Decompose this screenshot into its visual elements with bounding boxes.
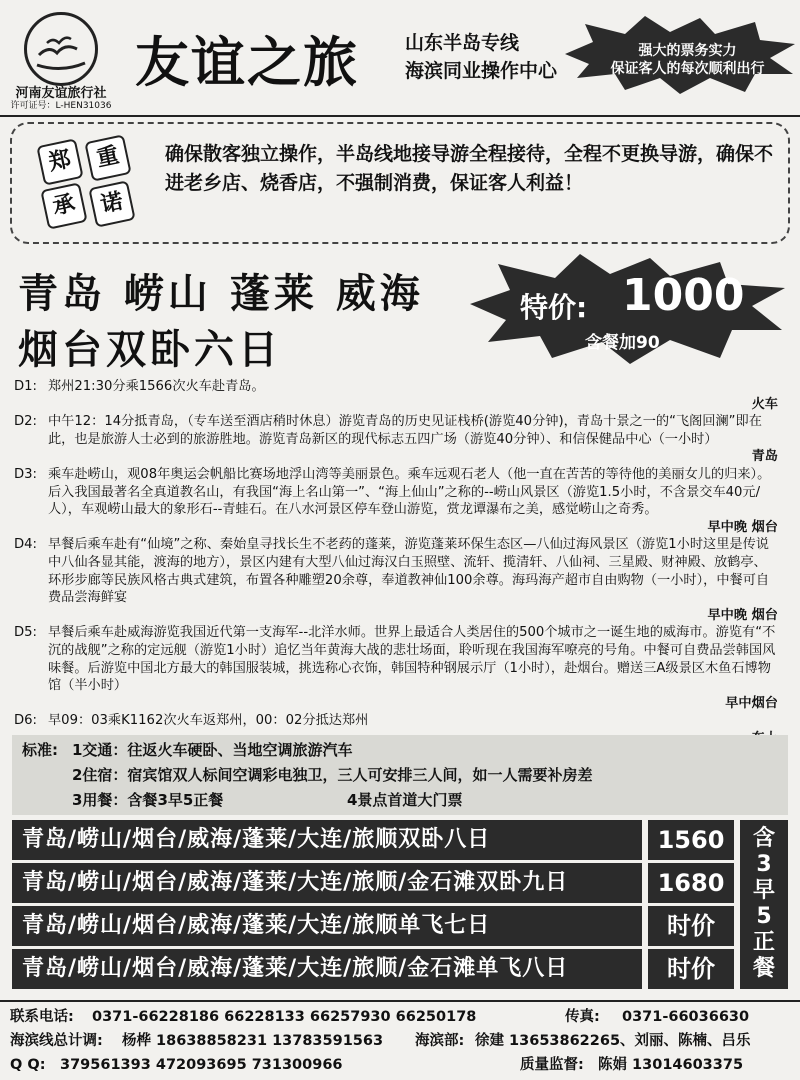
routes-note-char: 正 xyxy=(752,930,775,955)
contacts xyxy=(10,1005,795,1077)
dept-label: 海滨部: xyxy=(415,1033,465,1049)
day-description: 早餐后乘车赴威海游览我国近代第一支海军--北洋水师。世界上最适合人类居住的500个城市之一诞生地的威海市。游览有“不沉的战舰”之称的定远舰（游览1小时）追忆当年黄海大战的悲壮场面，聆听现在我国海军嘹亮的号角。中餐可自费品尝韩国风味餐。后游览中国北方最大的韩国服装城，挑选称心衣饰，韩国特种钢展示厅（1小时），赴烟台。赠送三A级景区木鱼石博物馆（半小时） xyxy=(48,625,776,694)
day-note: 早中烟台 xyxy=(725,695,778,711)
day-description: 郑州21:30分乘1566次火车赴青岛。 xyxy=(48,379,265,394)
agency-license: 许可证号：L-HEN31036 xyxy=(10,101,112,111)
promise-seal-char: 郑 xyxy=(36,138,83,185)
day-label: D5: xyxy=(14,625,37,641)
header-subtitle-2: 海滨同业操作中心 xyxy=(405,60,558,82)
dept-contact: 徐建 13653862265、刘丽、陈楠、吕乐 xyxy=(475,1033,751,1049)
standards-lodging: 2住宿：宿宾馆双人标间空调彩电独卫，三人可安排三人间，如一人需要补房差 xyxy=(72,766,593,784)
day-note: 青岛 xyxy=(751,449,778,465)
day-description: 早09：03乘K1162次火车返郑州，00：02分抵达郑州 xyxy=(48,713,369,729)
route-name: 青岛/崂山/烟台/威海/蓬莱/大连/旅顺单飞七日 xyxy=(12,906,642,946)
footer-divider xyxy=(0,1000,800,1002)
day-description: 乘车赴崂山，观08年奥运会帆船比赛场地浮山湾等美丽景色。乘车远观石老人（他一直在苦苦的等待他的美丽女儿的归来）。后入我国最著名全真道教名山，有我国“海上名山第一”、“海上仙山”之称的--崂山风景区（游览1.5小时，不含景交车40元/人），车观崂山最大的象形石--青蛙石。在八水河景区停车登山游览，赏龙谭瀑布之美，感觉崂山之奇秀。 xyxy=(48,466,771,518)
day-label: D6: xyxy=(14,713,37,729)
phone-label: 联系电话: xyxy=(10,1009,74,1025)
header-divider xyxy=(0,115,800,117)
route-name: 青岛/崂山/烟台/威海/蓬莱/大连/旅顺/金石滩双卧九日 xyxy=(12,863,642,903)
agency-name: 河南友谊旅行社 xyxy=(15,86,107,101)
routes-note-char: 5 xyxy=(756,904,772,929)
route-price: 1680 xyxy=(648,863,734,903)
price-label: 特价: xyxy=(520,291,588,324)
header-subtitle-1: 山东半岛专线 xyxy=(405,32,520,54)
day-label: D4: xyxy=(14,537,37,553)
routes-note-char: 3 xyxy=(756,852,772,877)
promise-seal-char: 重 xyxy=(84,134,131,181)
tour-title-line-1: 青岛 崂山 蓬莱 威海 xyxy=(18,271,424,317)
itinerary-day xyxy=(14,378,778,413)
itinerary xyxy=(14,378,778,747)
routes-list xyxy=(12,820,642,992)
route-name: 青岛/崂山/烟台/威海/蓬莱/大连/旅顺双卧八日 xyxy=(12,820,642,860)
day-label: D1: xyxy=(14,379,37,394)
route-price: 时价 xyxy=(648,949,734,989)
slogan-line-1: 强大的票务实力 xyxy=(638,43,737,59)
fax-number: 0371-66036630 xyxy=(622,1009,750,1025)
route-name: 青岛/崂山/烟台/威海/蓬莱/大连/旅顺/金石滩单飞八日 xyxy=(12,949,642,989)
fax-label: 传真: xyxy=(565,1009,600,1025)
standards-meals: 3用餐：含餐3早5正餐 xyxy=(72,791,224,809)
day-description: 中午12：14分抵青岛，（专车送至酒店稍时休息）游览青岛的历史见证栈桥(游览40分钟)，青岛十景之一的“飞阁回澜”即在此，也是旅游人士必到的旅游胜地。游览青岛新区的现代标志五四广场（游览40分钟）、和信保健品中心（一小时） xyxy=(48,414,762,447)
day-description: 早餐后乘车赴有“仙境”之称、秦始皇寻找长生不老药的蓬莱，游览蓬莱环保生态区—八仙过海风景区（游览1小时这里是传说中八仙各显其能，渡海的地方），景区内建有大型八仙过海汉白玉照壁、流轩、揽清轩、八仙祠、三星殿、财神殿、放鹤亭、环形步廊等民族风格古典式建筑，布置各种雕塑20余尊，奉道教神仙100余尊。海玛海产超市自由购物（一小时），中餐可自费品尝海鲜宴 xyxy=(48,537,770,606)
phone-numbers: 0371-66228186 66228133 66257930 66250178 xyxy=(92,1009,477,1025)
route-price: 时价 xyxy=(648,906,734,946)
brand-title: 友谊之旅 xyxy=(135,30,359,94)
itinerary-day xyxy=(14,413,778,466)
tour-title-line-2: 烟台双卧六日 xyxy=(18,327,282,373)
day-label: D3: xyxy=(14,466,37,482)
quality-label: 质量监督: xyxy=(520,1057,584,1073)
standards-box xyxy=(12,735,788,815)
standards-transport: 1交通：往返火车硬卧、当地空调旅游汽车 xyxy=(72,741,353,759)
routes-prices xyxy=(648,820,734,992)
day-note: 火车 xyxy=(751,396,778,412)
routes-meal-note xyxy=(740,820,788,989)
day-note: 早中晚 烟台 xyxy=(707,519,778,535)
day-label: D2: xyxy=(14,414,37,430)
manager-contact: 杨桦 18638858231 13783591563 xyxy=(122,1033,384,1049)
qq-label: Q Q: xyxy=(10,1057,46,1073)
routes-note-char: 早 xyxy=(752,878,775,903)
qq-numbers: 379561393 472093695 731300966 xyxy=(60,1057,343,1073)
itinerary-day xyxy=(14,536,778,624)
agency-logo xyxy=(24,12,98,86)
quality-contact: 陈娟 13014603375 xyxy=(598,1057,744,1073)
day-note: 早中晚 烟台 xyxy=(707,607,778,623)
standards-label: 标准: xyxy=(22,741,58,759)
slogan-line-2: 保证客人的每次顺利出行 xyxy=(610,61,765,77)
seagull-logo-icon xyxy=(27,15,95,83)
promise-seal-char: 承 xyxy=(40,182,87,229)
itinerary-day xyxy=(14,624,778,712)
standards-tickets: 4景点首道大门票 xyxy=(347,791,463,809)
itinerary-day xyxy=(14,466,778,536)
manager-label: 海滨线总计调: xyxy=(10,1033,103,1049)
route-price: 1560 xyxy=(648,820,734,860)
promise-seal-char: 诺 xyxy=(88,180,135,227)
promise-text: 确保散客独立操作，半岛线地接导游全程接待，全程不更换导游，确保不进老乡店、烧香店，不强制消费，保证客人利益！ xyxy=(165,143,774,194)
price-value: 1000 xyxy=(622,270,745,321)
price-meal-note: 含餐加90 xyxy=(585,333,660,353)
routes-note-char: 含 xyxy=(752,826,775,851)
routes-note-char: 餐 xyxy=(752,956,775,981)
